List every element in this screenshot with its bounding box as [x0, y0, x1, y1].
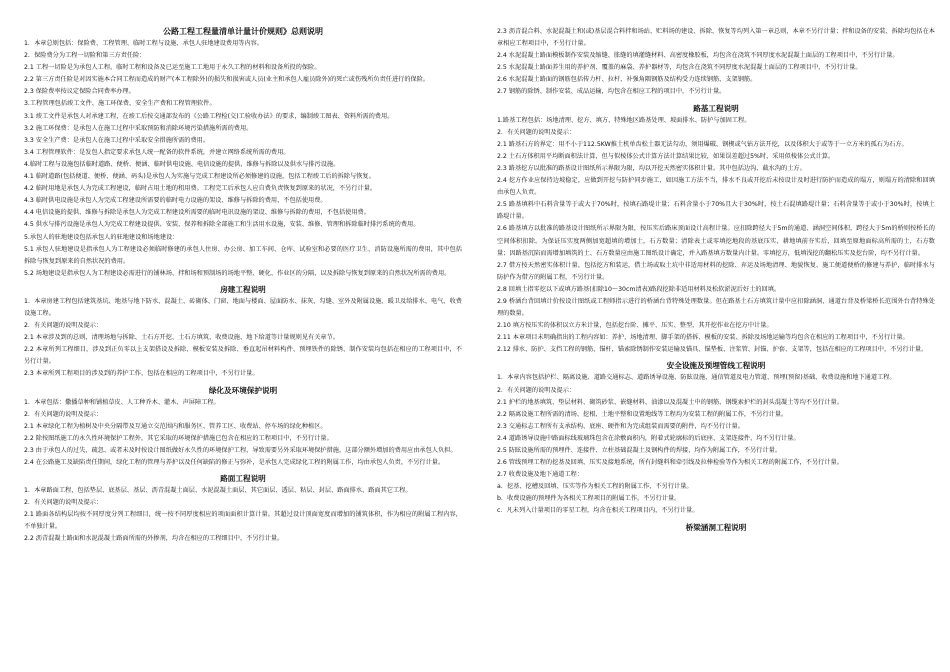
paragraph: 2.2 第三方责任险是对因实施本合同工程而造成的财产(本工程除外)的损失和损害或人员(业主和承包人雇员除外)的死亡或伤残所负责任进行的保险。: [24, 76, 430, 84]
left-column: [24, 26, 462, 666]
paragraph: 3.2 施工环保费：是承包人在施工过程中采取预防和消除环境污染措施所需的费用。: [24, 124, 253, 132]
paragraph: 2.3 本章所列工程项目的涉及到的养护工作，包括在相应的工程项目中，不另行计量。: [24, 370, 259, 378]
left-column-body: [24, 38, 462, 546]
paragraph: 1．本章包括：撒播草种和铺植草皮、人工种乔木、灌木、声屏障工程。: [24, 398, 220, 406]
paragraph: 2.7 钢筋的除锈、制作安装、成品运输，均包含在相应工程的项目中，不另行计量。: [497, 88, 726, 96]
paragraph: 1.路基工程包括：场地清理、挖方、填方、特殊地区路基处理、坡面排水、防护与加固工程。: [497, 116, 751, 124]
paragraph: 2.6 路基填方以批准的路基设计图纸所示界限为限，按压实后路床顶面设计高程计量。应扣除跨径大于5m的通道、涵洞空间体积，跨径大于5m的桥则按桥长的空间体积扣除。为保证压实度两侧加宽超填的增加土，石方数量；清除表土或零填挖地段的基底压实、耕地填前夯实后，回填至原地面标高所需的土，石方数量；因路基沉陷而需增加填筑的土、石方数量应由施工图纸设计确定，并入路基填方数量内计量。零填挖方，低填浅挖的翻松压实及挖台阶，均不另行计量。: [497, 225, 935, 257]
paragraph: 2.7 借方按天然密实体积计量，包括挖方和装运，借土场或取土坑中非适用材料的挖除、弃运及场地清理、地貌恢复、施工便道便桥的修建与养护，临时排水与防护作为借方的附属工程，不另行计量。: [497, 261, 935, 281]
paragraph: 2.4 水泥混凝土路面模板制作安装及缩缝、胀缝的填灌缝材料、高密度橡胶板，均包含在浇筑不同厚度水泥混凝土面层的工程项目中，不另行计量。: [497, 52, 899, 60]
right-column: [497, 26, 935, 666]
paragraph: 1．本章内容包括护栏、隔离设施、道路交通标志、道路诱导设施、防眩设施、通信管道及电力管道、预埋(预留)基础、收费设施和地下通道工程。: [497, 374, 896, 382]
paragraph: 2.1 本章涉及到的总则、清理场地与拆除、土石方开挖、土石方填筑、收费设施、地下给道等计量规则见有关章节。: [24, 334, 339, 342]
paragraph: 2.1 路基石方的界定：用不小于112.5KW推土机单齿松土器无法勾动，须用爆破、钢楔或气钻方法开挖，以及体积大于或等于一立方米的孤石为石方。: [497, 140, 908, 148]
section-heading: 绿化及环境保护说明: [208, 385, 278, 395]
paragraph: 2.3 保险费率按议定保险合同费率办理。: [24, 88, 135, 96]
paragraph: 4.2 临时用地是承包人为完成工程建设，临时占用土地的租用费。工程完工后承包人应自费负责恢复到原来的状况，不另行计量。: [24, 185, 377, 193]
paragraph: 4.1 临时道路(包括便道、便桥、便涵、码头)是承包人为实施与完成工程建设所必须修建的设施，包括工程竣工后的拆除与恢复。: [24, 173, 375, 181]
paragraph: 3.4 工程管理软件：是发包人指定要求承包人统一配备的软件系统，并建立网络系统所需的费用。: [24, 148, 290, 156]
paragraph: 2.1 工程一切险是为承包人工程、临时工程和设备及已运至施工工地用于永久工程的材料和设备所投的保险。: [24, 64, 321, 72]
section-heading: 桥梁涵洞工程说明: [685, 522, 747, 532]
paragraph: 2．有关问题的说明及提示：: [497, 386, 576, 394]
paragraph: 2．保险费分为工程一切险和第三方责任险：: [24, 52, 146, 60]
paragraph: 4.4 电信设施的提供、维修与拆除是承包人为完成工程建设所需要的临时电讯设施的架设、维修与拆除的费用，不包括使用费。: [24, 209, 370, 217]
paragraph: 4.3 临时供电设施是承包人为完成工程建设所需要的临时电力设施的架设、维修与拆除的费用，不包括使用费。: [24, 197, 327, 205]
paragraph: 1．本章总则包括：保险费、工程管理、临时工程与设施、承包人驻地建设费用等内容。: [24, 40, 264, 47]
paragraph: 2.5 水泥混凝土路面养生用的养护剂、覆盖的麻袋、养护器材等，均包含在浇筑不同厚度水泥混凝土面层的工程项目中，不另行计量。: [497, 64, 862, 72]
paragraph: 2.9 桥涵台背回填计价按设计图纸或工程师指示进行的桥涵台背特殊处理数量。但在路基土石方填筑计量中应扣除涵洞、通道台背及桥梁桥长范围外台背特殊处理的数量。: [497, 297, 935, 318]
paragraph: 4.5 供水与排污设施是承包人为完成工程建设提供、安装、保养和拆除全部施工和生活用水设施，安装、维修、管理和拆除临时排污系统的费用。: [24, 221, 420, 229]
paragraph: 2.3 路基挖方以批准的路基设计图纸所示界限为限，均以开挖天然密实体积计量。其中包括边沟、截水沟的土方。: [497, 164, 806, 172]
paragraph: 5.2 场地建设是指承包人为工程建设必需进行的铺林场、拌和场和预制场的场地平整、硬化、作业区的分隔，以及拆除与恢复到原来的自然状况所需的费用。: [24, 269, 451, 277]
paragraph: 2.5 防眩设施所需的预埋件、连接件、立柱基础混凝土及钢构件的焊接，均作为附属工作，不另行计量。: [497, 447, 782, 454]
paragraph: 2.11 本章项目未明确指出的工程内容如：养护、场地清理、脚手架的搭拆、模板的安装、拆除及场地运输等均包含在相应的工程项目中，不另行计量。: [497, 334, 909, 342]
paragraph: 2.3 由于承包人的过失、疏忽、或者未及时按设计图纸做好永久性的环境保护工程，导致需要另外采取环境保护措施，这部分额外增加的费用应由承包人负担。: [24, 446, 457, 454]
paragraph: 2.2 沥青混凝土路面和水泥混凝土路面所需的外掺剂，均含在相应的工程细目中，不另行计量。: [24, 535, 284, 543]
paragraph: 5.1 承包人驻地建设是指承包人为工程建设必须临时修建的承包人住房、办公房、加工车间、仓库、试验室和必要的医疗卫生、消防设施所需的费用，其中包括拆除与恢复到原来的自然状况的费用。: [24, 245, 462, 265]
paragraph: 2．有关问题的说明及提示：: [24, 499, 103, 507]
paragraph: 2.6 水泥混凝土路面的钢筋包括传力杆、拉杆、补强角隅钢筋及结构受力连续钢筋、支架钢筋。: [497, 76, 757, 84]
paragraph: 3.3 安全生产费：是承包人在施工过程中采取安全措施所需的费用。: [24, 136, 210, 144]
section-heading: 路基工程说明: [693, 103, 739, 113]
section-heading: 房建工程说明: [220, 284, 266, 294]
paragraph: 2．有关问题的说明及提示：: [24, 410, 103, 418]
section-heading: 路面工程说明: [220, 474, 266, 484]
section-heading: 安全设施及预埋管线工程说明: [666, 361, 766, 371]
paragraph: 2.10 填方按压实的体积以立方米计量，包括挖台阶、摊平、压实、整型，其开挖作业在挖方中计量。: [497, 322, 773, 330]
paragraph: 2.4 道路诱导设施中路面标线玻璃珠包含在涂敷面积内，附着式轮廓标的后底座、支架连接件，均不另行计量。: [497, 434, 800, 442]
paragraph: 2.2 本章所列工程细目，涉及到正负零以上支架搭设及拆除、模板安装及拆除、垂直起吊材料构件、预埋铁件的除锈、制作安装均包括在相应的工程项目中，不另行计量。: [24, 346, 462, 366]
paragraph: a．挖基、挖槽及回填、压实等作为相关工程的附属工作，不另行计量。: [497, 483, 693, 491]
paragraph: 2．有关问题的说明及提示：: [497, 128, 576, 136]
paragraph: 2.8 回填土指零挖以下或填方路基(扣除10～30cm清表)路段挖除非适用材料及松软淤泥后好土的回填。: [497, 285, 781, 293]
paragraph: 2.12 排水、防护、支挡工程的钢筋，锚杆，锚索除锈制作安装运输及锚具、锚垫板、注浆管、封锚、护套、支架等，包括在相应的工程项目中，不另行计量。: [497, 346, 928, 354]
paragraph: c．凡未列入计量项目的零星工程，均含在相关工程项目内，不另行计量。: [497, 507, 699, 515]
paragraph: 2.1 护栏的地基填筑、垫层材料、砌筑砂浆、嵌缝材料、油漆以及混凝土中的钢筋、钢缆索护栏的封头混凝土等均不另行计量。: [497, 398, 843, 406]
paragraph: 2.2 除按图纸施工的永久性环境保护工程外，其它采取的环境保护措施已包含在相应的工程项目中，不另行计量。: [24, 434, 333, 442]
paragraph: 2.4 在公路施工及缺陷责任期间，绿化工程的管理与养护以及任何缺陷的修正与弥补，是承包人完成绿化工程的附属工作，均由承包人负责，不另行计量。: [24, 459, 445, 466]
paragraph: 2.1 本章绿化工程为植树及中央分隔带及互通立交范围内和服务区、管养工区、收费站、停车场的绿化种植区。: [24, 422, 327, 430]
document-title: 公路工程工程量清单计量计价规则》总则说明: [163, 27, 323, 36]
paragraph: 2.4 挖方作业应保持边坡稳定，应做到开挖与防护同步施工，如因施工方法不当，排水不良或开挖后未按设计及时进行防护而造成的塌方，则塌方的清除和回填由承包人负责。: [497, 177, 935, 197]
paragraph: 2.7 收费设施及地下通道工程：: [497, 471, 584, 479]
paragraph: 3.工程管理包括竣工文件、施工环保费、安全生产费和工程管理软件。: [24, 100, 216, 108]
paragraph: b．收费设施的预埋件为各相关工程项目的附属工作，不另行计量。: [497, 495, 681, 503]
paragraph: 4.临时工程与设施包括临时道路、便桥、便涵、临时供电设施、电信设施的提供、维修与拆除以及供水与排污设施。: [24, 160, 340, 168]
paragraph: 2.1 路面各结构层均按不同厚度分列工程细目，统一按不同厚度相应的项面面积计算计量。其超过设计顶面宽度而增加的铺筑体积，作为相应的附属工程内容，不单独计量。: [24, 511, 462, 531]
paragraph: 5.承包人的驻地建设包括承包人的驻地建设和场地建设：: [24, 233, 179, 241]
right-column-body: [497, 26, 935, 534]
paragraph: 3.1 竣工文件是承包人对承建工程，在竣工后按交通部发布的《公路工程检(交)工验收办法》的要求，编制竣工图表、资料所需的费用。: [24, 112, 394, 120]
paragraph: 2.3 交通标志工程所有支承结构、底座、硬件和为完成组装而需要的附件，均不另行计量。: [497, 422, 744, 430]
paragraph: 1．本章路面工程，包括垫层、底基层、基层、沥青混凝土面层、水泥混凝土面层、其它面层、透层、粘层、封层、路面排水、路面其它工程。: [24, 487, 412, 495]
paragraph: 2.2 土石方体积用平均断面积法计算，但与似棱体公式计算方法计算结果比较，如果误差超过5%时，采用似棱体公式计算。: [497, 152, 835, 160]
paragraph: 2.3 沥青混合料、水泥混凝土和(或)基层混合料拌和场站、贮料场的建设、拆除、恢复等均列入第一章总则，本章不另行计量；拌和设备的安装、拆除均包括在本章相应工程项目中，不另行计量。: [497, 28, 935, 48]
paragraph: 2.6 管线预埋工程的挖基及回填、压实及接地系统，所有封缝料和牵引线及拉棒检验等作为相关工程的附属工作，不另行计量。: [497, 459, 843, 467]
paragraph: 2.2 隔离设施工程所需的清场、挖根、土地平整和设置地线等工程均为安装工程的附属工作，不另行计量。: [497, 410, 788, 418]
paragraph: 2．有关问题的说明及提示：: [24, 322, 103, 330]
paragraph: 2.5 路基填料中石料含量等于或大于70%时，按填石路堤计量；石料含量小于70%且大于30%时，按土石混填路堤计量；石料含量等于或小于30%时，按填土路堤计量。: [497, 201, 935, 221]
paragraph: 1．本章房建工程包括建筑基坑、地基与地下防水、混凝土、砖砌体、门窗、地面与楼面、屋面防水、抹灰、勾缝、室外及附属设施、暖卫及给排水、电气、收费设施工程。: [24, 297, 462, 317]
